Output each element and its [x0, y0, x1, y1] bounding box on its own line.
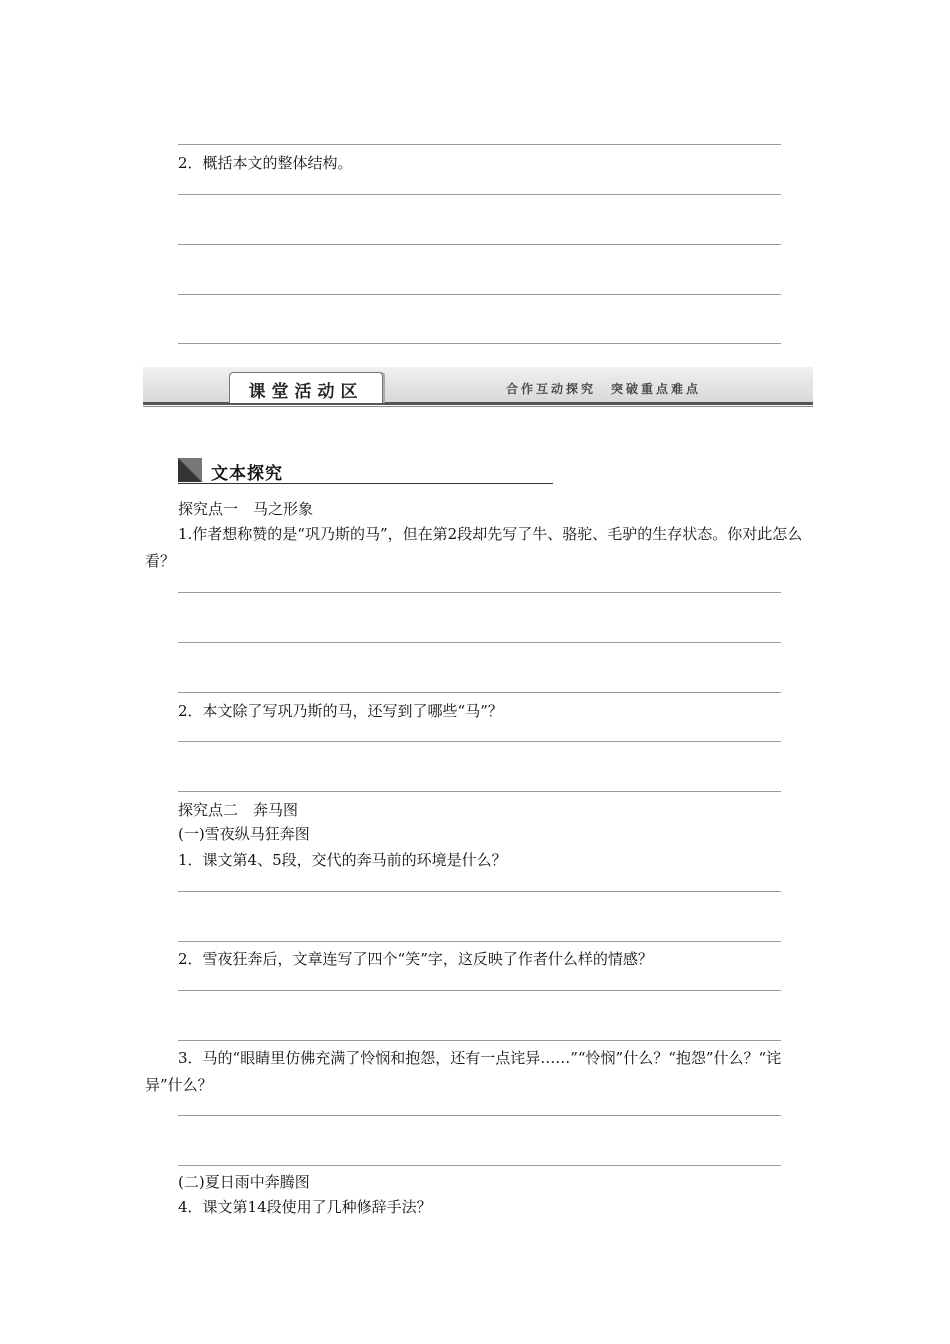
banner-subtitle: 合作互动探究 突破重点难点 — [506, 382, 702, 396]
answer-line — [178, 990, 781, 991]
subsection-heading: (二)夏日雨中奔腾图 — [178, 1173, 310, 1191]
question-text: 4．课文第14段使用了几种修辞手法？ — [178, 1198, 432, 1216]
answer-line — [178, 343, 781, 344]
answer-line — [178, 891, 781, 892]
banner-rule — [143, 406, 813, 407]
answer-line — [178, 741, 781, 742]
question-text: 2．本文除了写巩乃斯的马，还写到了哪些“马”？ — [178, 702, 503, 720]
question-text: 1．课文第4、5段，交代的奔马前的环境是什么？ — [178, 851, 507, 869]
banner-tab — [229, 372, 383, 403]
answer-line — [178, 294, 781, 295]
banner-tab-label: 课堂活动区 — [248, 382, 364, 402]
answer-line — [178, 194, 781, 195]
answer-line — [178, 791, 781, 792]
answer-line — [178, 1115, 781, 1116]
answer-line — [178, 144, 781, 145]
question-text: 3．马的“眼睛里仿佛充满了怜悯和抱怨，还有一点诧异……”“怜悯”什么？“抱怨”什么？“诧异”什么？ — [145, 1049, 782, 1094]
point-heading: 探究点二 奔马图 — [178, 801, 299, 819]
question-text: 1.作者想称赞的是“巩乃斯的马”，但在第2段却先写了牛、骆驼、毛驴的生存状态。你对此怎么看？ — [145, 525, 803, 570]
answer-line — [178, 244, 781, 245]
subsection-heading: (一)雪夜纵马狂奔图 — [178, 825, 310, 843]
answer-line — [178, 1165, 781, 1166]
question-text: 2．雪夜狂奔后，文章连写了四个“笑”字，这反映了作者什么样的情感？ — [178, 950, 653, 968]
section-title: 文本探究 — [211, 464, 283, 484]
answer-line — [178, 642, 781, 643]
answer-line — [178, 1040, 781, 1041]
section-rule — [178, 483, 553, 484]
answer-line — [178, 692, 781, 693]
answer-line — [178, 941, 781, 942]
answer-line — [178, 592, 781, 593]
point-heading: 探究点一 马之形象 — [178, 500, 314, 518]
triangle-marker-icon — [178, 458, 202, 482]
question-text: 2．概括本文的整体结构。 — [178, 154, 353, 172]
